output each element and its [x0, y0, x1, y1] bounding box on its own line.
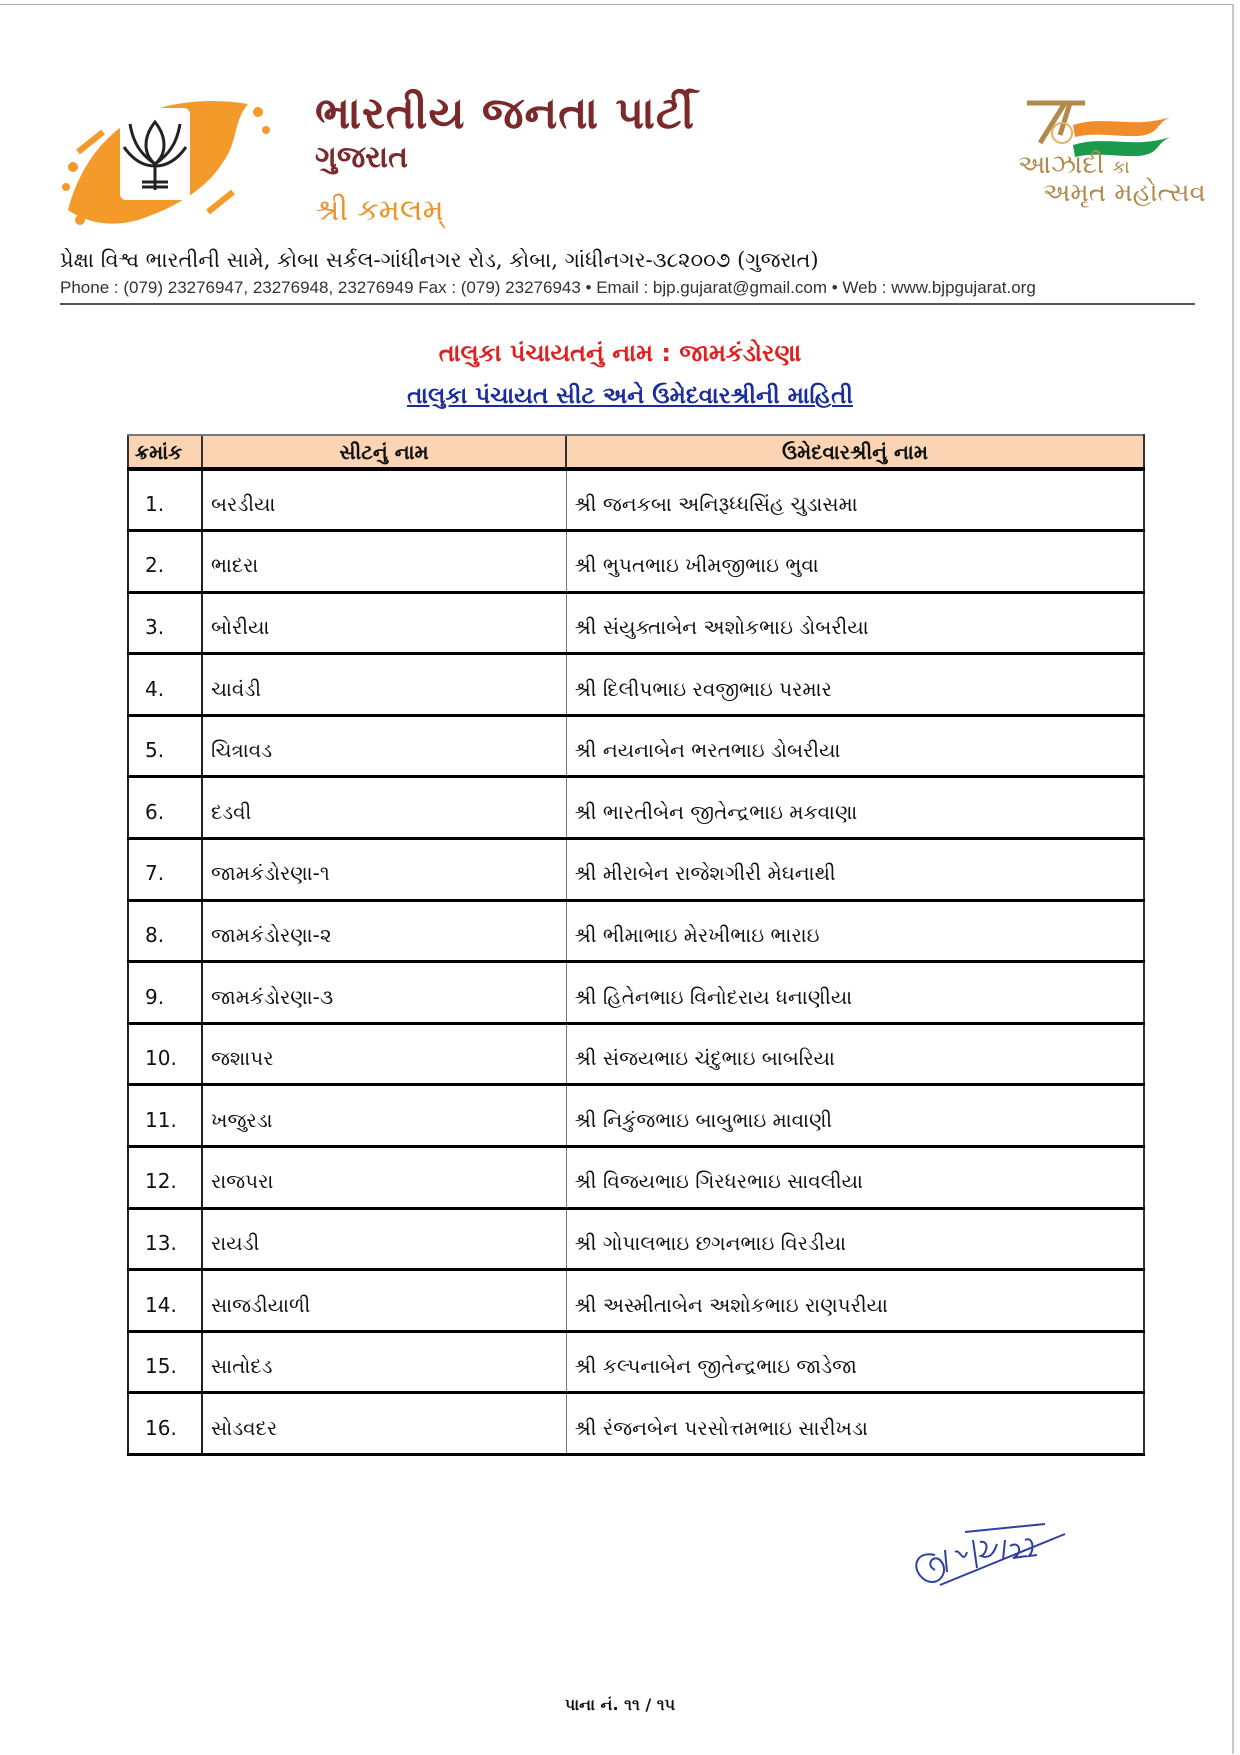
candidate-name: શ્રી અસ્મીતાબેન અશોકભાઇ રાણપરીયા	[566, 1270, 1144, 1332]
seat-name: જશાપર	[202, 1023, 566, 1085]
office-name: શ્રી કમલમ્	[315, 193, 444, 228]
party-name: ભારતીય જનતા પાર્ટી	[315, 88, 696, 139]
seat-name: સાજડીયાળી	[202, 1270, 566, 1332]
candidate-name: શ્રી રંજનબેન પરસોત્તમભાઇ સારીખડા	[566, 1393, 1144, 1455]
state-name: ગુજરાત	[315, 140, 409, 175]
header-serial: ક્રમાંક	[128, 435, 202, 469]
table-row	[128, 1270, 1144, 1332]
seat-name: ચાવંડી	[202, 654, 566, 716]
serial-number: 7.	[128, 839, 202, 901]
seat-name: બરડીયા	[202, 469, 566, 531]
candidate-name: શ્રી મીરાબેન રાજેશગીરી મેઘનાથી	[566, 839, 1144, 901]
serial-number: 2.	[128, 531, 202, 593]
seat-name: જામકંડોરણા-૧	[202, 839, 566, 901]
panchayat-name-title: તાલુકા પંચાયતનું નામ : જામકંડોરણા	[438, 339, 802, 367]
table-row	[128, 962, 1144, 1024]
seat-name: બોરીયા	[202, 592, 566, 654]
seat-name: ખજુરડા	[202, 1085, 566, 1147]
table-row	[128, 654, 1144, 716]
candidate-name: શ્રી ભીમાભાઇ મેરખીભાઇ ભારાઇ	[566, 900, 1144, 962]
serial-number: 5.	[128, 715, 202, 777]
seat-name: સાતોદડ	[202, 1331, 566, 1393]
candidate-name: શ્રી જનકબા અનિરૂધ્ધસિંહ ચુડાસમા	[566, 469, 1144, 531]
table-header-row	[128, 435, 1144, 469]
candidate-name: શ્રી હિતેનભાઇ વિનોદરાય ધનાણીયા	[566, 962, 1144, 1024]
serial-number: 13.	[128, 1208, 202, 1270]
serial-number: 6.	[128, 777, 202, 839]
azadi-word: આઝાદી	[1018, 150, 1105, 180]
handwritten-signature	[905, 1510, 1075, 1590]
candidate-name: શ્રી ગોપાલભાઇ છગનભાઇ વિરડીયા	[566, 1208, 1144, 1270]
table-row	[128, 777, 1144, 839]
table-row	[128, 715, 1144, 777]
serial-number: 16.	[128, 1393, 202, 1455]
seat-candidate-subtitle: તાલુકા પંચાયત સીટ અને ઉમેદવારશ્રીની માહિતી	[407, 383, 853, 409]
candidate-name: શ્રી ભુપતભાઇ ખીમજીભાઇ ભુવા	[566, 531, 1144, 593]
header-candidate-name: ઉમેદવારશ્રીનું નામ	[566, 435, 1144, 469]
azadi-ka: કા	[1112, 157, 1130, 178]
serial-number: 3.	[128, 592, 202, 654]
candidate-name: શ્રી વિજયભાઇ ગિરધરભાઇ સાવલીયા	[566, 1147, 1144, 1209]
table-row	[128, 1147, 1144, 1209]
candidate-name: શ્રી નિકુંજભાઇ બાબુભાઇ માવાણી	[566, 1085, 1144, 1147]
table-row	[128, 1085, 1144, 1147]
serial-number: 8.	[128, 900, 202, 962]
table-row	[128, 900, 1144, 962]
seat-candidate-table	[127, 434, 1145, 1456]
bjp-lotus-logo-icon	[58, 92, 278, 232]
seat-name: જામકંડોરણા-૨	[202, 900, 566, 962]
serial-number: 1.	[128, 469, 202, 531]
table-row	[128, 1023, 1144, 1085]
seat-name: જામકંડોરણા-૩	[202, 962, 566, 1024]
table-row	[128, 1331, 1144, 1393]
azadi-text-line1	[1018, 150, 1130, 181]
serial-number: 9.	[128, 962, 202, 1024]
serial-number: 14.	[128, 1270, 202, 1332]
table-row	[128, 531, 1144, 593]
table-row	[128, 469, 1144, 531]
candidate-name: શ્રી સંજયભાઇ ચંદુભાઇ બાબરિયા	[566, 1023, 1144, 1085]
table-row	[128, 1208, 1144, 1270]
page-number: પાના નં. ૧૧ / ૧૫	[564, 1695, 676, 1714]
table-row	[128, 1393, 1144, 1455]
candidate-name: શ્રી ભારતીબેન જીતેન્દ્રભાઇ મકવાણા	[566, 777, 1144, 839]
serial-number: 4.	[128, 654, 202, 716]
seat-name: ભાદરા	[202, 531, 566, 593]
header-divider	[60, 303, 1195, 305]
candidate-name: શ્રી સંયુક્તાબેન અશોકભાઇ ડોબરીયા	[566, 592, 1144, 654]
table-row	[128, 592, 1144, 654]
candidate-name: શ્રી દિલીપભાઇ રવજીભાઇ પરમાર	[566, 654, 1144, 716]
seat-name: રાજપરા	[202, 1147, 566, 1209]
contact-info: Phone : (079) 23276947, 23276948, 23276949 Fax : (079) 23276943 • Email : bjp.gujarat@gmail.com • Web : www.bjpgujarat.org	[60, 278, 1036, 297]
table-row	[128, 839, 1144, 901]
candidate-name: શ્રી કલ્પનાબેન જીતેન્દ્રભાઇ જાડેજા	[566, 1331, 1144, 1393]
serial-number: 15.	[128, 1331, 202, 1393]
serial-number: 11.	[128, 1085, 202, 1147]
serial-number: 12.	[128, 1147, 202, 1209]
office-address: પ્રેક્ષા વિશ્વ ભારતીની સામે, કોબા સર્કલ-ગાંધીનગર રોડ, કોબા, ગાંધીનગર-૩૮૨૦૦૭ (ગુજરાત)	[60, 248, 819, 272]
header-seat-name: સીટનું નામ	[202, 435, 566, 469]
serial-number: 10.	[128, 1023, 202, 1085]
seat-name: સોડવદર	[202, 1393, 566, 1455]
seat-name: ચિત્રાવડ	[202, 715, 566, 777]
azadi-text-line2: અમૃત મહોત્સવ	[1043, 178, 1206, 208]
candidate-name: શ્રી નયનાબેન ભરતભાઇ ડોબરીયા	[566, 715, 1144, 777]
seat-name: રાયડી	[202, 1208, 566, 1270]
seat-name: દડવી	[202, 777, 566, 839]
